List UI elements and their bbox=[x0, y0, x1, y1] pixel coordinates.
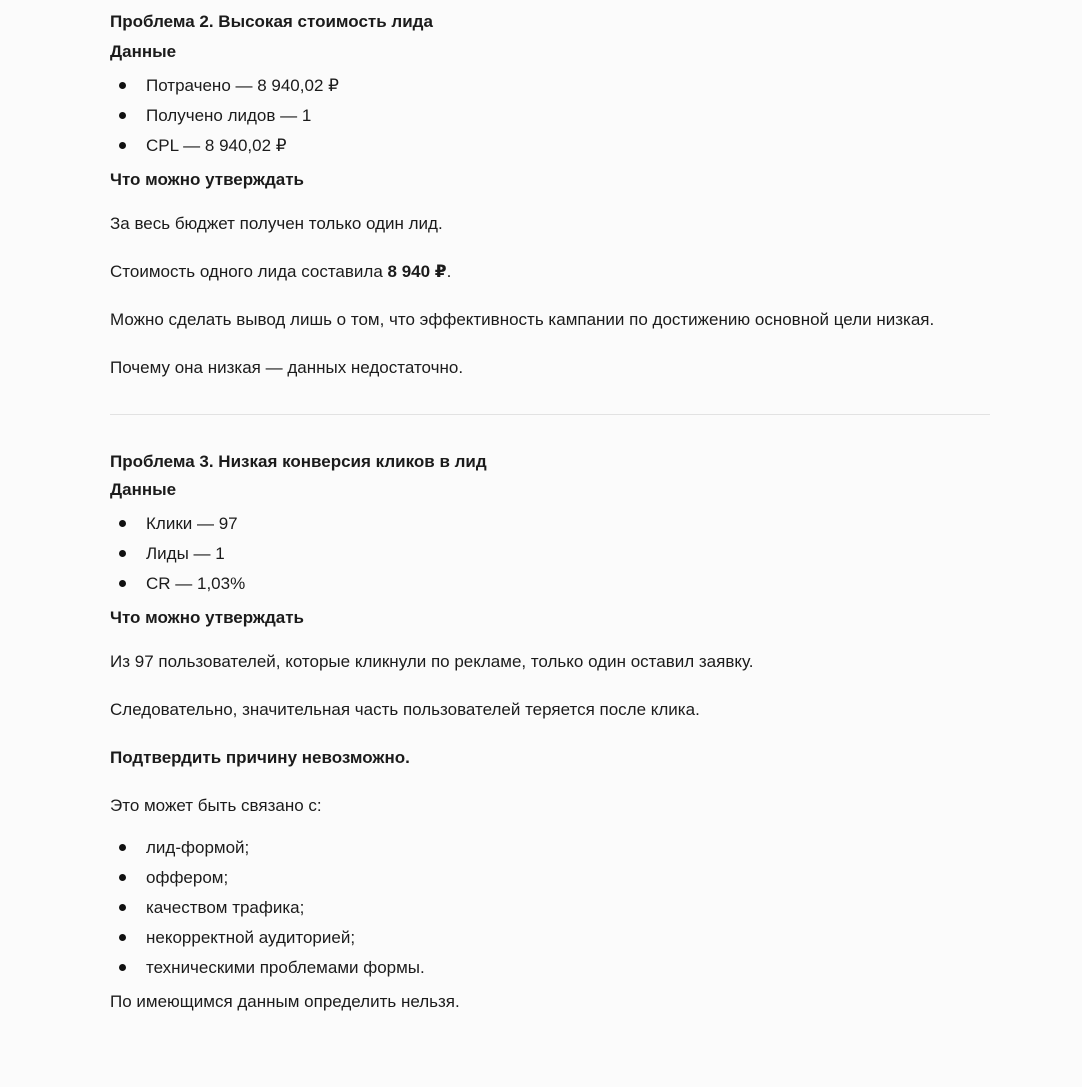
section-3-claims-label: Что можно утверждать bbox=[110, 608, 304, 627]
section-3-data-list bbox=[110, 509, 990, 599]
section-3-paragraph-5: По имеющимся данным определить нельзя. bbox=[110, 992, 460, 1011]
list-item: Лиды — 1 bbox=[110, 539, 990, 569]
list-item: CR — 1,03% bbox=[110, 569, 990, 599]
bullet-icon bbox=[119, 874, 126, 881]
bullet-icon bbox=[119, 964, 126, 971]
section-3-causes-list bbox=[110, 833, 990, 983]
section-2-title: Проблема 2. Высокая стоимость лида bbox=[110, 12, 433, 31]
section-2-claims-label: Что можно утверждать bbox=[110, 170, 304, 189]
bullet-icon bbox=[119, 844, 126, 851]
bullet-icon bbox=[119, 934, 126, 941]
section-2-paragraph-4: Почему она низкая — данных недостаточно. bbox=[110, 358, 464, 377]
bullet-icon bbox=[119, 82, 126, 89]
bullet-icon bbox=[119, 112, 126, 119]
section-3-title: Проблема 3. Низкая конверсия кликов в лид bbox=[110, 452, 487, 471]
section-3-paragraph-3: Подтвердить причину невозможно. bbox=[110, 748, 410, 767]
cost-value: 8 940 ₽ bbox=[387, 262, 447, 281]
bullet-icon bbox=[119, 904, 126, 911]
list-item: лид-формой; bbox=[110, 833, 990, 863]
list-item: Клики — 97 bbox=[110, 509, 990, 539]
list-item: техническими проблемами формы. bbox=[110, 953, 990, 983]
list-item: Получено лидов — 1 bbox=[110, 101, 990, 131]
section-2-data-label: Данные bbox=[110, 42, 177, 61]
list-item: CPL — 8 940,02 ₽ bbox=[110, 131, 990, 161]
bullet-icon bbox=[119, 520, 126, 527]
bullet-icon bbox=[119, 580, 126, 587]
bullet-icon bbox=[119, 550, 126, 557]
section-2-paragraph-1: За весь бюджет получен только один лид. bbox=[110, 214, 443, 233]
document bbox=[110, 0, 990, 1017]
list-item: качеством трафика; bbox=[110, 893, 990, 923]
section-2-paragraph-3: Можно сделать вывод лишь о том, что эффективность кампании по достижению основной цели низкая. bbox=[110, 310, 935, 329]
section-3-data-label: Данные bbox=[110, 480, 177, 499]
section-2-paragraph-2: Стоимость одного лида составила 8 940 ₽. bbox=[110, 262, 452, 281]
section-2-data-list bbox=[110, 71, 990, 161]
section-3-paragraph-4: Это может быть связано с: bbox=[110, 796, 322, 815]
section-3-paragraph-1: Из 97 пользователей, которые кликнули по рекламе, только один оставил заявку. bbox=[110, 652, 754, 671]
section-3-paragraph-2: Следовательно, значительная часть пользователей теряется после клика. bbox=[110, 700, 700, 719]
list-item: некорректной аудиторией; bbox=[110, 923, 990, 953]
bullet-icon bbox=[119, 142, 126, 149]
list-item: оффером; bbox=[110, 863, 990, 893]
list-item: Потрачено — 8 940,02 ₽ bbox=[110, 71, 990, 101]
